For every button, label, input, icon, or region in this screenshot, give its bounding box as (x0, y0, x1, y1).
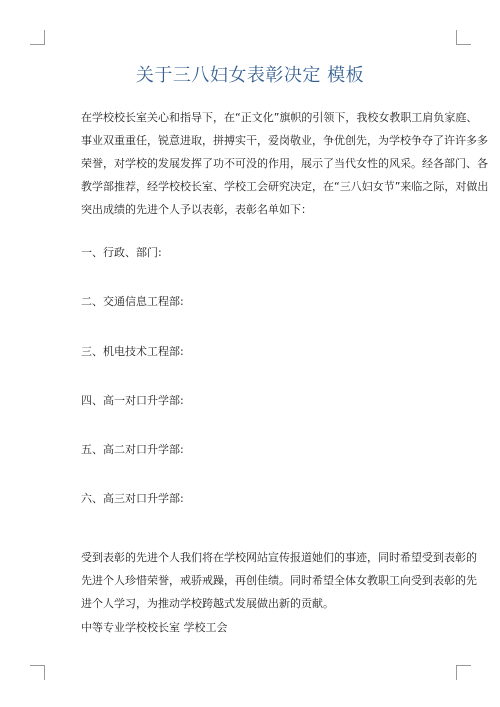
page-corner-mark-top-right (456, 30, 471, 45)
signature: 中等专业学校校长室 学校工会 (81, 621, 228, 634)
document-title: 关于三八妇女表彰决定 模板 (135, 65, 365, 86)
page-corner-mark-top-left (30, 30, 45, 45)
section-heading-grade3: 六、高三对口升学部: (81, 492, 184, 505)
intro-line-5: 突出成绩的先进个人予以表彰，表彰名单如下： (81, 203, 312, 216)
intro-line-4: 教学部推荐，经学校校长室、学校工会研究决定，在“三八妇女节”来临之际，对做出 (81, 180, 489, 193)
section-heading-grade1: 四、高一对口升学部: (81, 394, 184, 407)
section-heading-admin: 一、行政、部门: (81, 246, 162, 259)
closing-line-1: 受到表彰的先进个人我们将在学校网站宣传报道她们的事迹，同时希望受到表彰的 (81, 551, 477, 564)
section-heading-transport-it: 二、交通信息工程部: (81, 295, 184, 308)
section-heading-grade2: 五、高二对口升学部: (81, 443, 184, 456)
intro-line-3: 荣誉，对学校的发展发挥了功不可没的作用，展示了当代女性的风采。经各部门、各 (81, 157, 488, 170)
section-heading-mechatronics: 三、机电技术工程部: (81, 345, 184, 358)
page-corner-mark-bottom-left (30, 665, 45, 680)
intro-line-2: 事业双重重任，锐意进取，拼搏实干，爱岗敬业，争优创先，为学校争夺了许许多多 (81, 134, 488, 147)
intro-line-1: 在学校校长室关心和指导下，在“正文化”旗帜的引领下，我校女教职工肩负家庭、 (81, 111, 478, 124)
closing-line-2: 先进个人珍惜荣誉，戒骄戒躁，再创佳绩。同时希望全体女教职工向受到表彰的先 (81, 574, 477, 587)
closing-line-3: 进个人学习，为推动学校跨越式发展做出新的贡献。 (81, 597, 334, 610)
page-corner-mark-bottom-right (456, 665, 471, 680)
